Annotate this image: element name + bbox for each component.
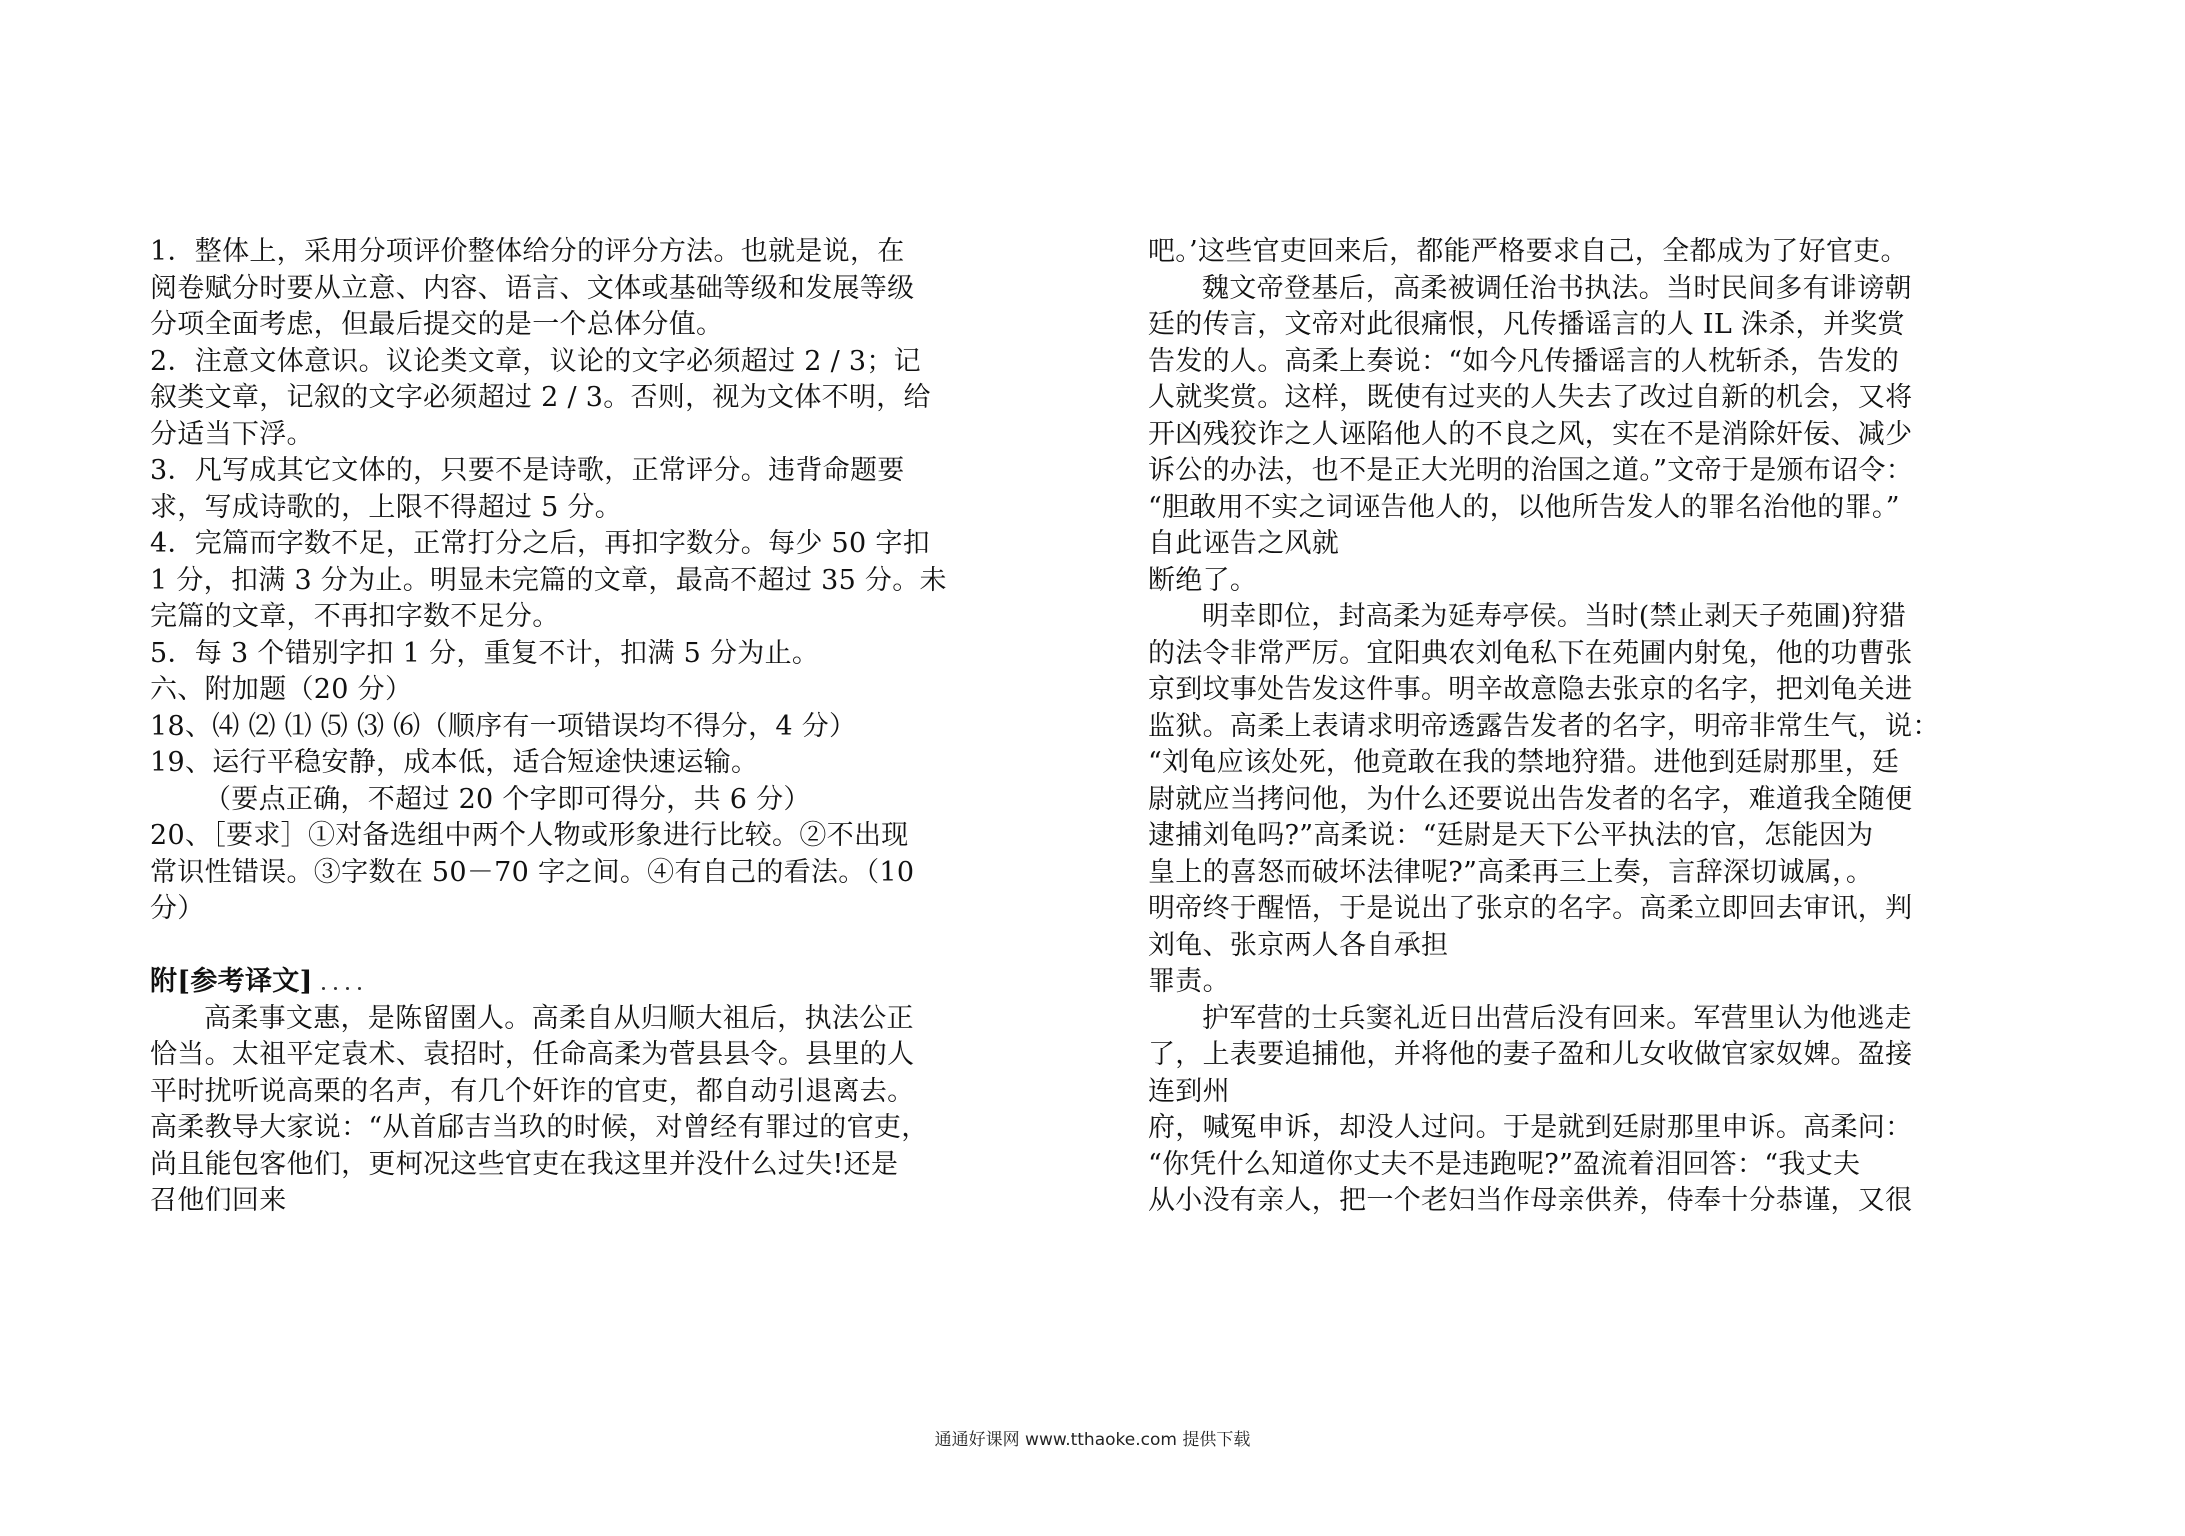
text-line: 诉公的办法，也不是正大光明的治国之道。”文帝于是颁布诏令： bbox=[1148, 455, 1914, 486]
section-heading-line bbox=[150, 964, 980, 1001]
text-line: 魏文帝登基后，高柔被调任治书执法。当时民间多有诽谤朝 bbox=[1202, 272, 1912, 304]
text-line: 19、运行平稳安静，成本低，适合短途快速运输。 bbox=[150, 747, 759, 778]
text-line: 罪责。 bbox=[1148, 966, 1230, 997]
text-line: 分） bbox=[150, 893, 205, 924]
text-line: 护军营的士兵窦礼近日出营后没有回来。军营里认为他逃走 bbox=[1202, 1002, 1912, 1034]
text-line: 平时扰听说高栗的名声，有几个奸诈的官吏，都自动引退离去。 bbox=[150, 1075, 915, 1107]
text-line: 的法令非常严厉。宜阳典农刘龟私下在苑圃内射兔，他的功曹张 bbox=[1148, 637, 1913, 669]
text-line: 连到州 bbox=[1148, 1075, 1230, 1107]
text-line: 皇上的喜怒而破坏法律呢?”高柔再三上奏，言辞深切诚属，。 bbox=[1148, 856, 1874, 888]
text-line: 开凶残狡诈之人诬陷他人的不良之风，实在不是消除奸佞、减少 bbox=[1148, 418, 1913, 450]
text-line: 求，写成诗歌的，上限不得超过 5 分。 bbox=[150, 491, 623, 523]
text-line: 监狱。高柔上表请求明帝透露告发者的名字，明帝非常生气，说： bbox=[1148, 710, 1940, 742]
text-line: 恰当。太祖平定袁术、袁招时，任命高柔为菅县县令。县里的人 bbox=[150, 1039, 915, 1070]
text-line: 自此诬告之风就 bbox=[1148, 528, 1340, 559]
blank-line bbox=[150, 928, 980, 965]
text-line: 常识性错误。③字数在 50－70 字之间。④有自己的看法。（10 bbox=[150, 856, 915, 888]
text-line: 叙类文章，记叙的文字必须超过 2 / 3。否则，视为文体不明，给 bbox=[150, 382, 931, 413]
text-line: 明帝终于醒悟，于是说出了张京的名字。高柔立即回去审讯，判 bbox=[1148, 893, 1913, 924]
text-line: 了，上表要追捕他，并将他的妻子盈和儿女收做官家奴婢。盈接 bbox=[1148, 1039, 1913, 1070]
text-line: 告发的人。高柔上奏说：“如今凡传播谣言的人枕斩杀，告发的 bbox=[1148, 345, 1900, 377]
text-line: 完篇的文章，不再扣字数不足分。 bbox=[150, 601, 560, 632]
text-line: 府，喊冤申诉，却没人过问。于是就到廷尉那里申诉。高柔问： bbox=[1148, 1112, 1913, 1143]
text-line: 5．每 3 个错别字扣 1 分，重复不计，扣满 5 分为止。 bbox=[150, 637, 820, 669]
section-heading: 附[参考译文] bbox=[150, 966, 313, 997]
left-column bbox=[150, 234, 980, 1220]
text-line: 从小没有亲人，把一个老妇当作母亲供养，侍奉十分恭谨，又很 bbox=[1148, 1185, 1913, 1216]
text-line: 京到坟事处告发这件事。明辛故意隐去张京的名字，把刘龟关进 bbox=[1148, 674, 1913, 705]
text-line: “你凭什么知道你丈夫不是违跑呢?”盈流着泪回答：“我丈夫 bbox=[1148, 1148, 1861, 1180]
text-line: 4．完篇而字数不足，正常打分之后，再扣字数分。每少 50 字扣 bbox=[150, 528, 930, 559]
text-line: 1．整体上，采用分项评价整体给分的评分方法。也就是说，在 bbox=[150, 236, 905, 267]
text-line: 分适当下浮。 bbox=[150, 418, 314, 450]
text-line: 2．注意文体意识。议论类文章，议论的文字必须超过 2 / 3；记 bbox=[150, 345, 921, 377]
right-column bbox=[1148, 234, 1978, 1220]
text-line: 高柔事文惠，是陈留圉人。高柔自从归顺大祖后，执法公正 bbox=[204, 1002, 914, 1034]
text-line: 人就奖赏。这样，既使有过夹的人失去了改过自新的机会，又将 bbox=[1148, 382, 1913, 413]
text-line: 1 分，扣满 3 分为止。明显未完篇的文章，最高不超过 35 分。未 bbox=[150, 564, 947, 596]
text-line: 18、⑷ ⑵ ⑴ ⑸ ⑶ ⑹（顺序有一项错误均不得分，4 分） bbox=[150, 710, 857, 742]
text-line: 尚且能包客他们，更柯况这些官吏在我这里并没什么过失!还是 bbox=[150, 1148, 899, 1180]
text-line: “刘龟应该处死，他竟敢在我的禁地狩猎。进他到廷尉那里，廷 bbox=[1148, 747, 1900, 778]
text-line: 3．凡写成其它文体的，只要不是诗歌，正常评分。违背命题要 bbox=[150, 455, 905, 486]
page-footer: 通通好课网 www.tthaoke.com 提供下载 bbox=[934, 1430, 1251, 1450]
text-line: 廷的传言，文帝对此很痛恨，凡传播谣言的人 IL 洙杀，并奖赏 bbox=[1148, 309, 1905, 340]
text-line: 高柔教导大家说：“从首郈吉当玖的时候，对曾经有罪过的官吏， bbox=[150, 1112, 929, 1143]
text-line: 六、附加题（20 分） bbox=[150, 674, 413, 705]
text-line: 断绝了。 bbox=[1148, 564, 1258, 596]
text-line: 分项全面考虑，但最后提交的是一个总体分值。 bbox=[150, 309, 724, 340]
text-line: 刘龟、张京两人各自承担 bbox=[1148, 929, 1449, 961]
text-line: 召他们回来 bbox=[150, 1185, 287, 1216]
text-line: （要点正确，不超过 20 个字即可得分，共 6 分） bbox=[204, 783, 811, 815]
text-line: 尉就应当拷问他，为什么还要说出告发者的名字，难道我全随便 bbox=[1148, 783, 1913, 815]
decorative-dots bbox=[313, 964, 361, 1001]
text-line: 阅卷赋分时要从立意、内容、语言、文体或基础等级和发展等级 bbox=[150, 272, 915, 304]
text-line: 明幸即位，封高柔为延寿亭侯。当时(禁止剥天子苑圃)狩猎 bbox=[1202, 601, 1907, 632]
text-line: 20、［要求］①对备选组中两个人物或形象进行比较。②不出现 bbox=[150, 820, 909, 851]
text-line: “胆敢用不实之词诬告他人的，以他所告发人的罪名治他的罪。” bbox=[1148, 491, 1900, 523]
text-line: 吧。’这些官吏回来后，都能严格要求自己，全都成为了好官吏。 bbox=[1148, 236, 1908, 267]
text-line: 逮捕刘龟吗?”高柔说：“廷尉是天下公平执法的官，怎能因为 bbox=[1148, 820, 1874, 851]
